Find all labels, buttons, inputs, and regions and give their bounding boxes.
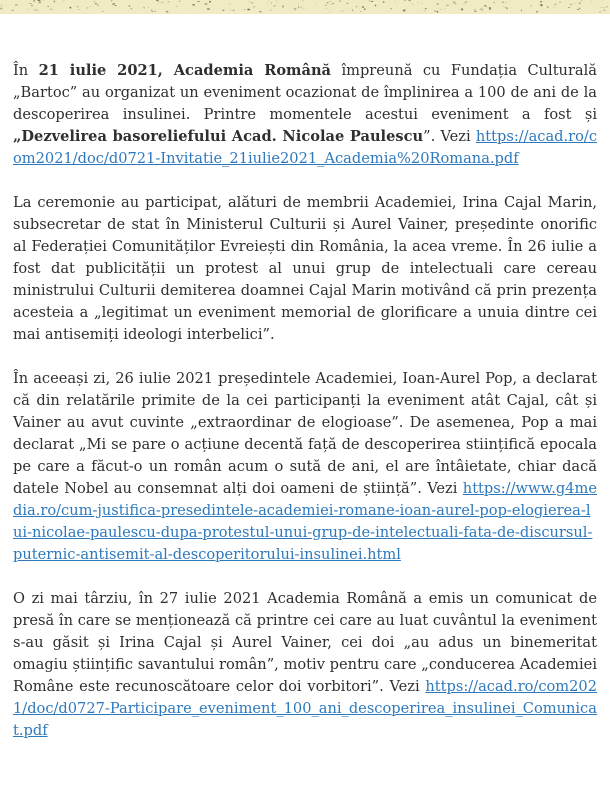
paper-speckle [553, 7, 556, 8]
paper-speckle [298, 4, 299, 5]
paragraph [13, 368, 597, 566]
paper-speckle [444, 9, 446, 10]
paper-speckle [39, 11, 41, 12]
paragraph [13, 192, 597, 346]
hyperlink[interactable]: https://www.g4media.ro/cum-justifica-presedintele-academiei-romane-ioan-aurel-pop-elogierea-lui-nicolae-paulescu-dupa-protestul-unui-grup-de-intelectuali-fata-de-discursul-puternic-antisemit-al-descoperitorului-insulinei.html [13, 480, 597, 563]
paper-speckle [325, 8, 328, 9]
paper-speckle [403, 9, 406, 11]
paper-speckle [329, 11, 330, 12]
paper-speckle [273, 5, 276, 6]
paper-speckle [302, 0, 304, 2]
paper-speckle [464, 1, 467, 3]
paper-speckle [207, 8, 210, 10]
paper-speckle [89, 6, 90, 7]
paper-speckle [487, 7, 488, 8]
paper-speckle [599, 11, 601, 13]
paper-speckle [166, 11, 169, 13]
paragraph [13, 588, 597, 742]
paper-speckle [461, 8, 464, 10]
paper-speckle [579, 3, 580, 4]
paper-speckle [186, 11, 188, 12]
paper-speckle [480, 9, 482, 10]
paper-speckle [395, 1, 396, 2]
paper-speckle [346, 3, 348, 4]
paper-speckle [375, 5, 377, 7]
paper-speckle [294, 8, 296, 9]
paper-speckle [463, 3, 465, 4]
paper-speckle [437, 11, 439, 13]
paper-speckle [437, 3, 439, 5]
bold-text: „Dezvelirea basoreliefului Acad. Nicolae Paulescu [13, 128, 424, 145]
paper-speckle [339, 0, 341, 2]
paragraph [13, 60, 597, 170]
paper-speckle [31, 5, 33, 7]
paper-speckle [591, 1, 593, 2]
paper-speckle [168, 1, 170, 2]
paper-speckle [390, 8, 392, 9]
paper-speckle [95, 3, 97, 4]
paper-speckle [161, 2, 164, 3]
paper-speckle [576, 9, 579, 10]
paper-speckle [356, 5, 357, 7]
paper-speckle [474, 10, 477, 11]
paper-speckle [131, 8, 133, 9]
paper-speckle [484, 5, 486, 6]
paper-speckle [332, 3, 335, 4]
hyperlink[interactable]: https://acad.ro/com2021/doc/d0727-Participare_eveniment_100_ani_descoperirea_insulinei_Comunicat.pdf [13, 678, 597, 739]
paper-speckle [29, 3, 32, 4]
paper-speckle [568, 7, 571, 8]
paper-speckle [440, 9, 442, 10]
text-run: ”. Vezi [423, 128, 476, 145]
paper-speckle [446, 5, 449, 6]
paper-speckle [581, 1, 582, 2]
paper-speckle [601, 7, 603, 8]
paper-speckle [559, 2, 561, 3]
paper-speckle [298, 6, 299, 8]
paper-speckle [607, 6, 608, 7]
paper-speckle [112, 4, 115, 5]
paper-speckle [151, 10, 153, 12]
paper-speckle [44, 0, 45, 1]
paper-speckle [493, 2, 494, 4]
paper-speckle [192, 4, 195, 6]
paper-speckle [205, 3, 207, 4]
paper-speckle [249, 1, 251, 2]
paper-speckle [547, 6, 549, 8]
paper-speckle [570, 3, 572, 5]
paper-speckle [369, 0, 370, 2]
paper-speckle [360, 11, 361, 12]
paper-texture-svg [0, 0, 610, 14]
paper-speckle [425, 8, 427, 9]
paper-speckle [371, 1, 374, 2]
paper-speckle [506, 2, 507, 3]
paper-speckle [69, 7, 71, 9]
paper-speckle [148, 7, 149, 8]
paper-speckle [253, 6, 255, 8]
paper-speckle [434, 10, 436, 11]
paper-speckle [454, 3, 456, 4]
paper-speckle [579, 8, 581, 9]
paper-speckle [36, 10, 38, 11]
paper-speckle [602, 0, 604, 1]
paper-speckle [536, 11, 538, 13]
paper-speckle [230, 10, 231, 11]
paper-speckle [63, 0, 64, 1]
paper-speckle [50, 9, 52, 10]
paper-speckle [0, 8, 3, 10]
paper-speckle [540, 1, 542, 3]
paper-speckle [269, 0, 270, 2]
paper-speckle [489, 7, 491, 9]
paper-speckle [259, 11, 261, 12]
paper-speckle [94, 1, 95, 2]
paper-speckle [100, 2, 101, 3]
paper-speckle [423, 10, 425, 12]
paper-speckle [179, 1, 181, 2]
paper-speckle [604, 7, 606, 8]
paper-speckle [349, 8, 350, 9]
paper-speckle [76, 6, 78, 7]
document-content [0, 14, 610, 764]
hyperlink[interactable]: https://acad.ro/com2021/doc/d0721-Invitatie_21iulie2021_Academia%20Romana.pdf [13, 128, 598, 167]
paper-speckle [233, 10, 235, 11]
paper-speckle [33, 0, 35, 2]
paper-speckle [228, 3, 231, 4]
paper-speckle [300, 6, 302, 8]
paper-speckle [154, 11, 157, 12]
paper-speckle [97, 4, 99, 6]
paper-speckle [277, 2, 279, 3]
paper-speckle [540, 4, 543, 6]
paper-speckle [362, 6, 365, 8]
paper-speckle [11, 10, 14, 11]
paper-speckle [489, 9, 491, 10]
paper-speckle [156, 0, 159, 1]
text-run: În aceeași zi, 26 iulie 2021 președintele Academiei, Ioan-Aurel Pop, a declarat că din relatările primite de la cei participanți la eveniment atât Cajal, cât și Vainer au avut cuvinte „extraordinar de elogioase”. De asemenea, Pop a mai declarat „Mi se pare o acțiune decentă față de descoperirea stiințifică epocala pe care a făcut-o un român acum o sută de ani, el are întâietate, chiar dacă datele Nobel au consemnat alți doi oameni de știință”. Vezi [13, 370, 597, 497]
paper-speckle [113, 3, 116, 4]
paper-speckle [129, 5, 131, 7]
paper-speckle [364, 8, 366, 10]
paper-speckle [326, 2, 328, 3]
text-run: împreună cu Fundația Culturală „Bartoc” au organizat un eveniment ocazionat de împlinirea a 100 de ani de la descoperirea insulinei. Printre momentele acestui eveniment a fost și [13, 62, 598, 123]
paper-speckle [303, 8, 304, 9]
paper-speckle [54, 0, 56, 2]
paper-speckle [290, 0, 291, 2]
paper-speckle [554, 4, 557, 6]
paper-speckle [102, 11, 103, 12]
paper-speckle [28, 9, 29, 10]
paper-speckle [15, 4, 18, 5]
paper-speckle [276, 0, 277, 1]
paper-speckle [315, 4, 316, 5]
paper-speckle [271, 2, 272, 4]
paper-speckle [209, 1, 211, 3]
paper-speckle [268, 3, 269, 4]
paper-speckle [474, 11, 477, 12]
text-run: În [13, 62, 39, 79]
paper-speckle [244, 9, 246, 10]
paper-speckle [383, 1, 384, 3]
paper-speckle [222, 10, 224, 11]
paper-speckle [87, 7, 89, 9]
paper-speckle [506, 7, 508, 9]
paper-speckle [111, 0, 113, 2]
paper-speckle [34, 9, 35, 11]
paper-speckle [421, 3, 422, 5]
paper-speckle [501, 2, 504, 4]
paper-speckle [251, 2, 253, 3]
paper-speckle [52, 6, 54, 7]
paper-speckle [408, 0, 411, 1]
paper-speckle [143, 7, 145, 8]
text-run: La ceremonie au participat, alături de membrii Academiei, Irina Cajal Marin, subsecretar de stat în Ministerul Culturii și Aurel Vainer, președinte onorific al Federației Comunităților Evreiești din România, la acea vreme. În 26 iulie a fost dat publicității un protest al unui grup de intelectuali care cereau ministrului Culturii demiterea doamnei Cajal Marin motivând că prin prezența acesteia a „legitimat un eveniment memorial de glorificare a unuia dintre cei mai antisemiți ideologi interbelici”. [13, 194, 597, 343]
paper-speckle [482, 8, 484, 9]
paper-speckle [176, 6, 178, 7]
paper-speckle [352, 9, 353, 11]
paper-speckle [47, 6, 49, 7]
paper-speckle [330, 4, 331, 5]
bold-text: 21 iulie 2021, Academia Română [38, 62, 332, 79]
paper-speckle [453, 1, 456, 3]
paper-speckle [530, 6, 532, 7]
paper-speckle [521, 9, 522, 11]
paper-speckle [197, 1, 200, 2]
text-run: O zi mai târziu, în 27 iulie 2021 Academia Română a emis un comunicat de presă în care se menționează că printre cei care au luat cuvântul la eveniment s-au găsit și Irina Cajal și Aurel Vainer, cei doi „au adus un binemeritat omagiu științific savantului român”, motiv pentru care „conducerea Academiei Române este recunoscătoare celor doi vorbitori”. Vezi [13, 590, 597, 695]
paper-speckle [324, 5, 327, 7]
paper-speckle [78, 9, 80, 10]
paper-speckle [114, 5, 116, 6]
paper-speckle [282, 5, 284, 7]
paper-speckle [482, 9, 483, 11]
paper-speckle [270, 10, 273, 11]
paper-speckle [1, 6, 3, 7]
paper-speckle [247, 9, 250, 11]
paper-speckle [603, 10, 605, 11]
paper-speckle [341, 10, 344, 12]
paper-speckle [417, 2, 418, 3]
paper-speckle [39, 1, 41, 3]
paper-top-edge [0, 0, 610, 14]
